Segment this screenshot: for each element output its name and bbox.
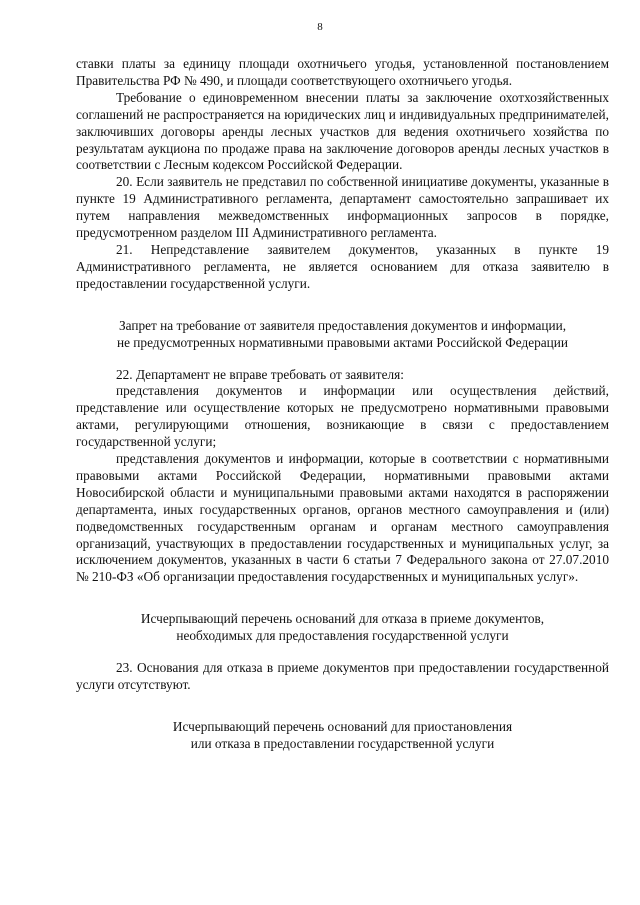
heading-line: или отказа в предоставлении государственной услуги xyxy=(190,735,495,751)
section-heading-suspension xyxy=(76,719,609,753)
page-number: 8 xyxy=(317,21,323,33)
paragraph-20: 20. Если заявитель не представил по собственной инициативе документы, указанные в пункте 19 Административного регламента, департамент самостоятельно запрашивает их путем направления межведомственных информационных запросов в порядке, предусмотренном разделом III Административного регламента. xyxy=(76,174,609,241)
heading-line: не предусмотренных нормативными правовыми актами Российской Федерации xyxy=(116,334,569,350)
paragraph-22: 22. Департамент не вправе требовать от заявителя: xyxy=(116,366,404,382)
paragraph-22-item-2: представления документов и информации, которые в соответствии с нормативными правовыми актами Российской Федерации, нормативными правовыми актами Новосибирской области и муниципальными правовыми актами находятся в распоряжении департамента, иных государственных органов, органов местного самоуправления и (или) подведомственных государственным органам и органам местного самоуправления организаций, участвующих в предоставлении государственных и муниципальных услуг, за исключением документов, указанных в части 6 статьи 7 Федерального закона от 27.07.2010 № 210-ФЗ «Об организации предоставления государственных и муниципальных услуг». xyxy=(76,451,609,585)
heading-line: Исчерпывающий перечень оснований для приостановления xyxy=(172,718,513,734)
heading-line: Запрет на требование от заявителя предоставления документов и информации, xyxy=(118,317,567,333)
heading-line: Исчерпывающий перечень оснований для отказа в приеме документов, xyxy=(140,611,545,627)
paragraph-requirement: Требование о единовременном внесении платы за заключение охотхозяйственных соглашений не распространяется на юридических лиц и индивидуальных предпринимателей, заключивших договоры аренды лесных участков для ведения охотничьего хозяйства по результатам аукциона по продаже права на заключение договоров аренды лесных участков в соответствии с Лесным кодексом Российской Федерации. xyxy=(76,89,609,173)
paragraph-22-item-1: представления документов и информации или осуществления действий, представление или осуществление которых не предусмотрено нормативными правовыми актами, регулирующими отношения, возникающие в связи с предоставлением государственной услуги; xyxy=(76,383,609,450)
heading-line: необходимых для предоставления государственной услуги xyxy=(176,628,509,644)
paragraph-23: 23. Основания для отказа в приеме документов при предоставлении государственной услуги отсутствуют. xyxy=(76,660,609,692)
section-heading-refusal-reception xyxy=(76,611,609,645)
paragraph-21: 21. Непредставление заявителем документов, указанных в пункте 19 Административного регламента, не является основанием для отказа заявителю в предоставлении государственной услуги. xyxy=(76,241,609,291)
paragraph-continuation: ставки платы за единицу площади охотничьего угодья, установленной постановлением Правительства РФ № 490, и площади соответствующего охотничьего угодья. xyxy=(76,56,609,88)
document-body xyxy=(76,56,609,753)
section-heading-prohibition xyxy=(76,318,609,352)
